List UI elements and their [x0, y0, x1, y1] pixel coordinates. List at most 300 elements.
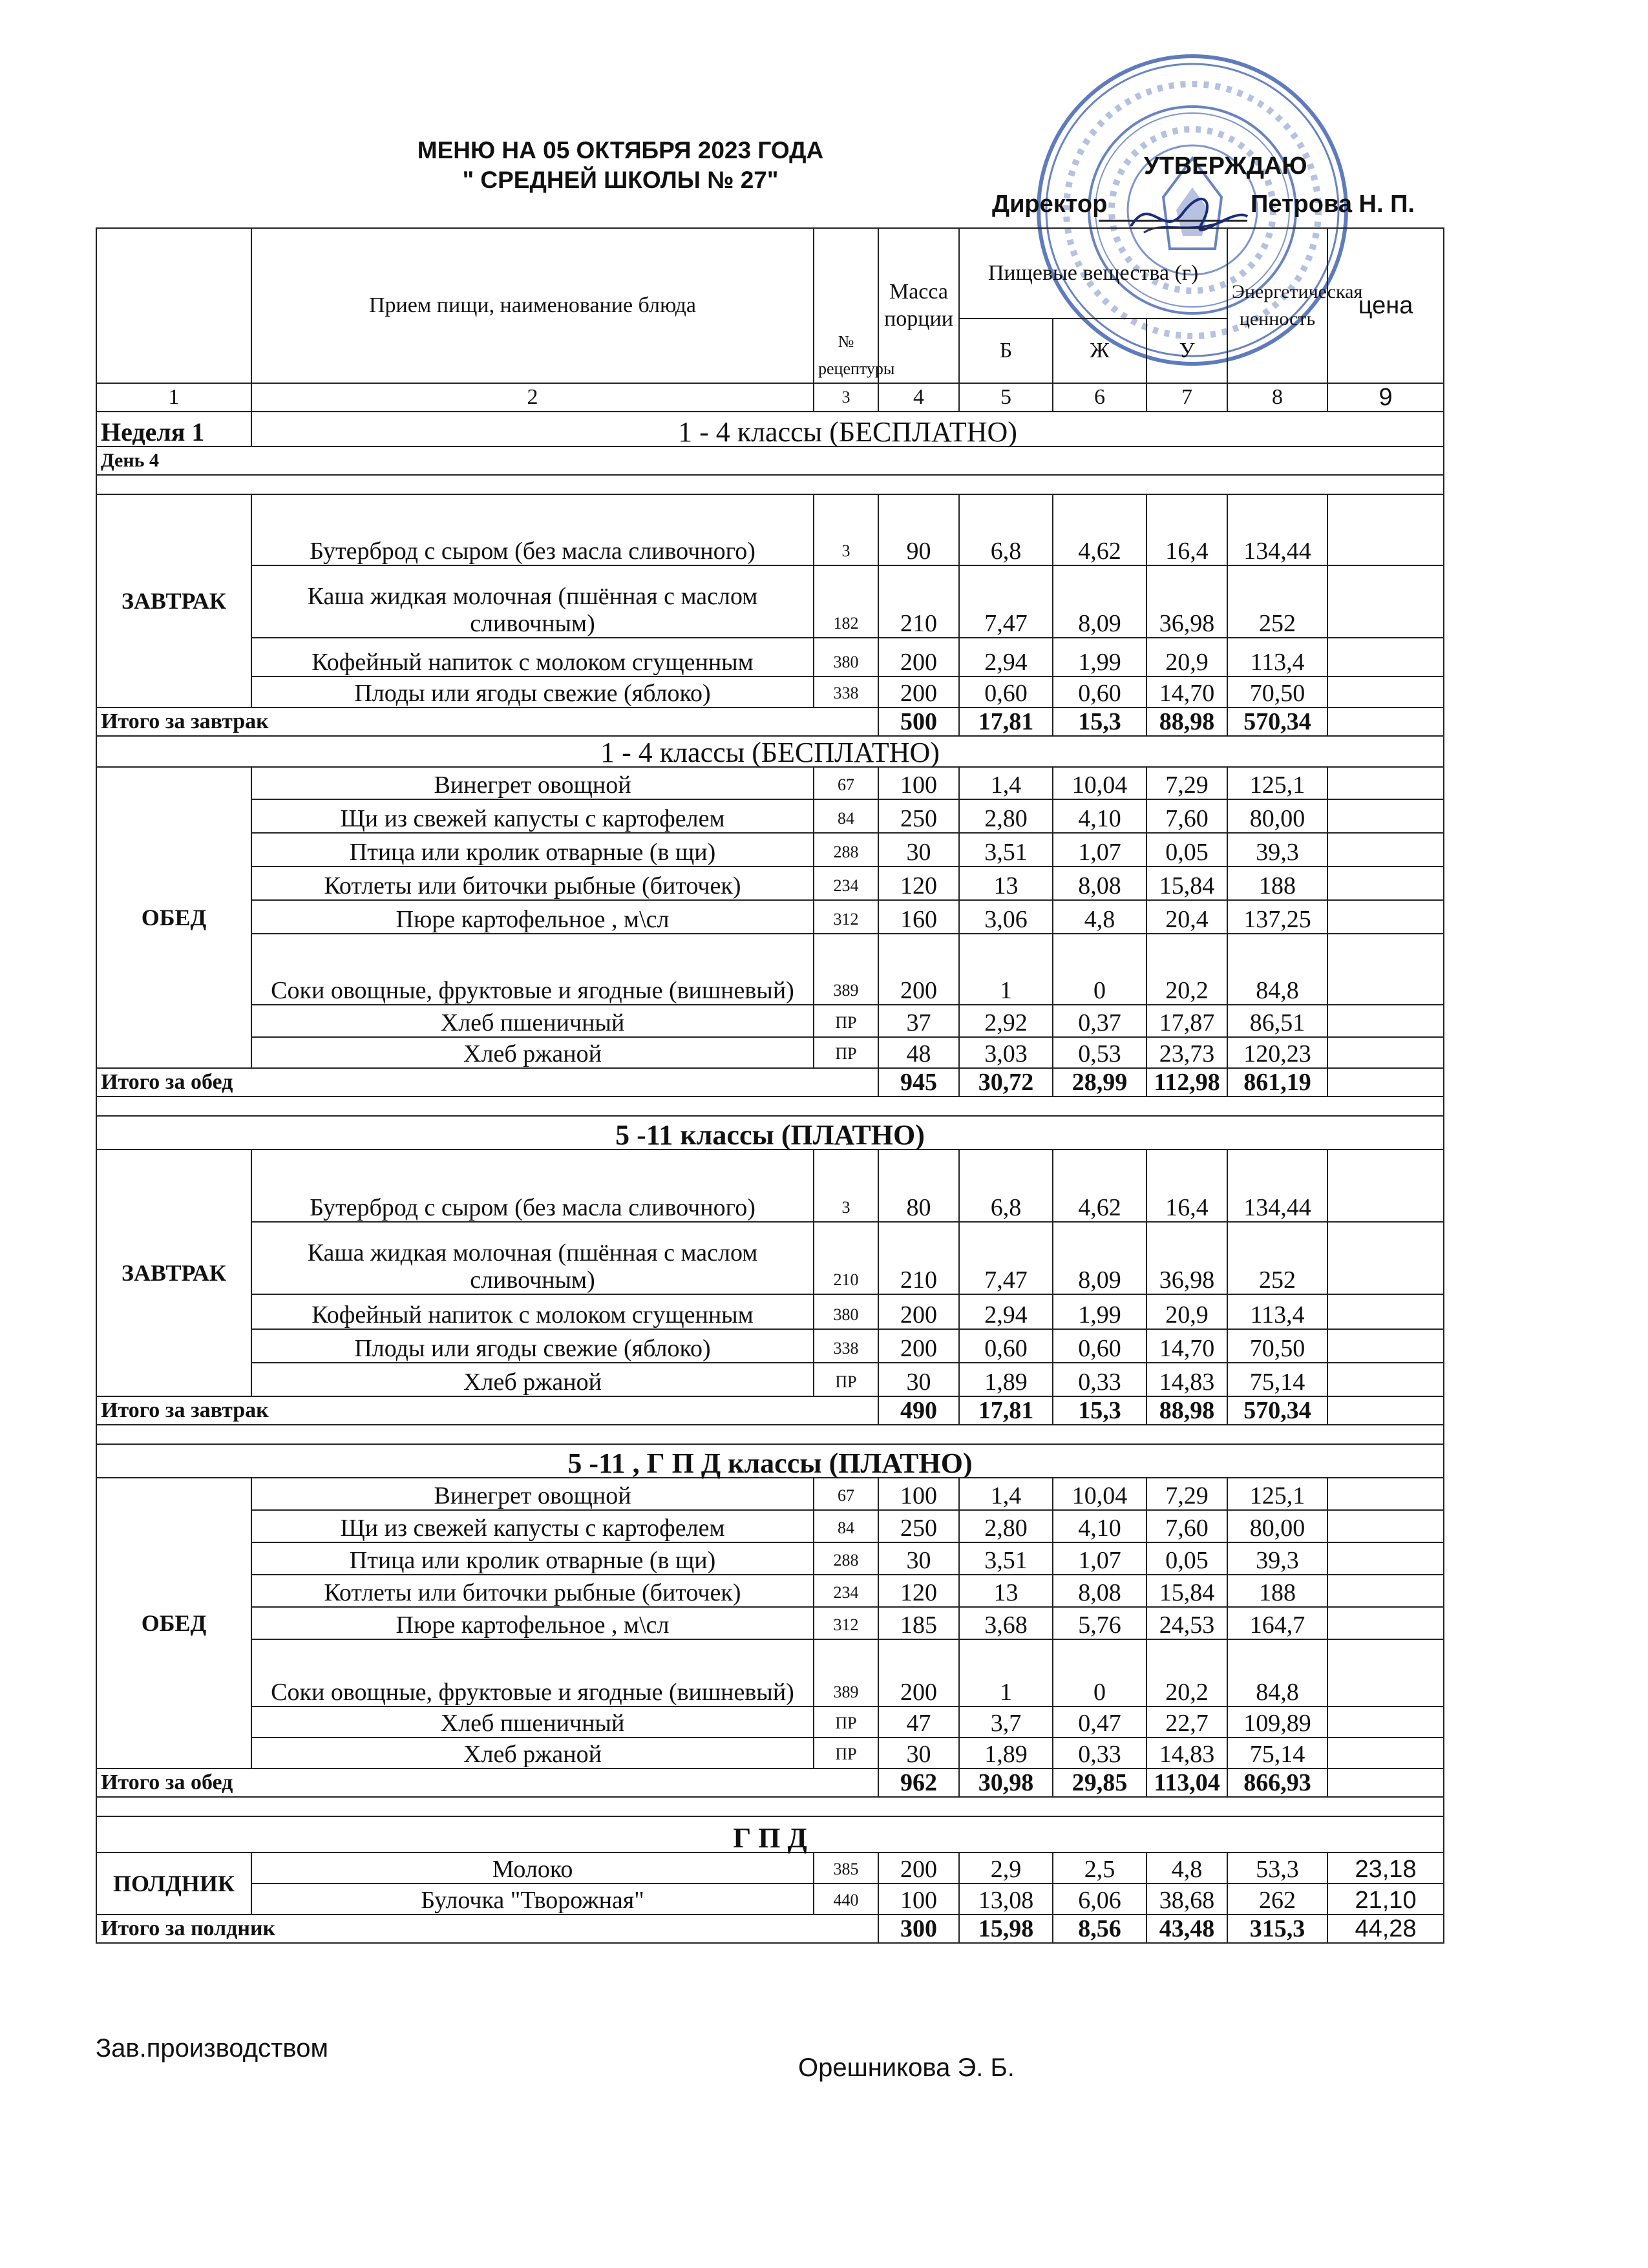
fat-value: 8,08 [1053, 866, 1146, 900]
section-title: 1 - 4 классы (БЕСПЛАТНО) [96, 736, 1444, 767]
total-row [96, 1915, 1444, 1943]
fat-value: 4,62 [1053, 1150, 1146, 1222]
dish-row [96, 866, 1444, 900]
col-num: 8 [1227, 383, 1327, 412]
dish-row [96, 1478, 1444, 1510]
dish-row [96, 1884, 1444, 1915]
total-carbs: 113,04 [1146, 1769, 1227, 1797]
dish-row [96, 677, 1444, 708]
protein-value: 3,51 [959, 1542, 1053, 1575]
protein-value: 13 [959, 1575, 1053, 1607]
protein-value: 1 [959, 1639, 1053, 1706]
carbs-value: 14,70 [1146, 1329, 1227, 1363]
portion-mass: 30 [878, 1738, 959, 1769]
total-fat: 29,85 [1053, 1769, 1146, 1797]
total-carbs: 88,98 [1146, 708, 1227, 736]
total-label: Итого за обед [96, 1068, 878, 1097]
price-value [1327, 1478, 1444, 1510]
energy-value: 80,00 [1227, 1510, 1327, 1542]
portion-mass: 210 [878, 1222, 959, 1294]
dish-name: Плоды или ягоды свежие (яблоко) [251, 1329, 814, 1363]
meal-name: ЗАВТРАК [96, 1150, 251, 1396]
column-number-row [96, 383, 1444, 412]
dish-name: Котлеты или биточки рыбные (биточек) [251, 866, 814, 900]
fat-value: 10,04 [1053, 767, 1146, 799]
protein-value: 0,60 [959, 677, 1053, 708]
fat-value: 0,60 [1053, 677, 1146, 708]
fat-value: 0,33 [1053, 1738, 1146, 1769]
menu-table [96, 227, 1444, 1944]
energy-value: 188 [1227, 1575, 1327, 1607]
carbs-value: 17,87 [1146, 1005, 1227, 1037]
protein-value: 2,94 [959, 1294, 1053, 1329]
recipe-number: 84 [814, 799, 878, 833]
total-price: 44,28 [1327, 1915, 1444, 1943]
price-value [1327, 866, 1444, 900]
recipe-number: ПР [814, 1738, 878, 1769]
total-energy: 866,93 [1227, 1769, 1327, 1797]
carbs-value: 23,73 [1146, 1037, 1227, 1068]
energy-value: 125,1 [1227, 1478, 1327, 1510]
carbs-value: 16,4 [1146, 494, 1227, 565]
recipe-number: ПР [814, 1005, 878, 1037]
production-manager-name: Орешникова Э. Б. [798, 2053, 1015, 2082]
fat-value: 1,99 [1053, 1294, 1146, 1329]
price-value [1327, 799, 1444, 833]
director-name: Петрова Н. П. [1251, 191, 1415, 218]
section-row [96, 736, 1444, 767]
protein-value: 2,9 [959, 1853, 1053, 1884]
total-price [1327, 708, 1444, 736]
portion-mass: 250 [878, 1510, 959, 1542]
recipe-number: 3 [814, 494, 878, 565]
col-num: 5 [959, 383, 1053, 412]
protein-value: 13,08 [959, 1884, 1053, 1915]
portion-mass: 200 [878, 1639, 959, 1706]
protein-value: 3,7 [959, 1706, 1053, 1738]
dish-name: Хлеб ржаной [251, 1363, 814, 1396]
week-label: Неделя 1 [96, 412, 251, 446]
carbs-value: 14,70 [1146, 677, 1227, 708]
dish-name: Котлеты или биточки рыбные (биточек) [251, 1575, 814, 1607]
dish-row [96, 799, 1444, 833]
portion-mass: 120 [878, 1575, 959, 1607]
energy-value: 80,00 [1227, 799, 1327, 833]
energy-value: 70,50 [1227, 1329, 1327, 1363]
fat-value: 10,04 [1053, 1478, 1146, 1510]
carbs-value: 7,60 [1146, 799, 1227, 833]
meal-name: ЗАВТРАК [96, 494, 251, 708]
portion-mass: 80 [878, 1150, 959, 1222]
spacer [96, 475, 1444, 494]
protein-value: 3,68 [959, 1607, 1053, 1639]
carbs-value: 16,4 [1146, 1150, 1227, 1222]
recipe-number: 312 [814, 900, 878, 934]
total-row [96, 708, 1444, 736]
total-price [1327, 1068, 1444, 1097]
price-value [1327, 1607, 1444, 1639]
recipe-number: ПР [814, 1037, 878, 1068]
dish-name: Щи из свежей капусты с картофелем [251, 799, 814, 833]
total-protein: 17,81 [959, 1396, 1053, 1425]
dish-name: Винегрет овощной [251, 767, 814, 799]
protein-value: 1,89 [959, 1363, 1053, 1396]
dish-name: Бутерброд с сыром (без масла сливочного) [251, 494, 814, 565]
carbs-value: 36,98 [1146, 1222, 1227, 1294]
portion-mass: 30 [878, 833, 959, 866]
energy-value: 134,44 [1227, 1150, 1327, 1222]
spacer-row [96, 475, 1444, 494]
recipe-number: 234 [814, 1575, 878, 1607]
total-protein: 30,98 [959, 1769, 1053, 1797]
meal-name: ОБЕД [96, 767, 251, 1068]
protein-value: 2,80 [959, 799, 1053, 833]
header-meal-dish: Прием пищи, наименование блюда [251, 228, 814, 383]
dish-name: Птица или кролик отварные (в щи) [251, 833, 814, 866]
dish-row [96, 1363, 1444, 1396]
section-row [96, 1444, 1444, 1478]
carbs-value: 20,2 [1146, 934, 1227, 1005]
fat-value: 0 [1053, 934, 1146, 1005]
col-num: 7 [1146, 383, 1227, 412]
total-price [1327, 1396, 1444, 1425]
portion-mass: 210 [878, 565, 959, 638]
col-num: 9 [1327, 383, 1444, 412]
dish-row [96, 1706, 1444, 1738]
dish-row [96, 494, 1444, 565]
portion-mass: 100 [878, 1478, 959, 1510]
total-row [96, 1769, 1444, 1797]
carbs-value: 20,2 [1146, 1639, 1227, 1706]
section-title: 5 -11 классы (ПЛАТНО) [96, 1116, 1444, 1150]
recipe-number: 67 [814, 1478, 878, 1510]
price-value [1327, 1150, 1444, 1222]
dish-row [96, 1607, 1444, 1639]
recipe-number: 380 [814, 638, 878, 677]
total-energy: 570,34 [1227, 1396, 1327, 1425]
dish-row [96, 833, 1444, 866]
energy-value: 70,50 [1227, 677, 1327, 708]
total-carbs: 43,48 [1146, 1915, 1227, 1943]
dish-name: Соки овощные, фруктовые и ягодные (вишневый) [251, 934, 814, 1005]
dish-row [96, 1222, 1444, 1294]
price-value [1327, 1738, 1444, 1769]
recipe-number: 380 [814, 1294, 878, 1329]
section-row [96, 1116, 1444, 1150]
price-value [1327, 1294, 1444, 1329]
carbs-value: 38,68 [1146, 1884, 1227, 1915]
meal-name: ОБЕД [96, 1478, 251, 1769]
energy-value: 109,89 [1227, 1706, 1327, 1738]
portion-mass: 200 [878, 677, 959, 708]
price-value [1327, 1542, 1444, 1575]
energy-value: 84,8 [1227, 934, 1327, 1005]
dish-row [96, 1329, 1444, 1363]
price-value [1327, 1329, 1444, 1363]
energy-value: 137,25 [1227, 900, 1327, 934]
recipe-number: 84 [814, 1510, 878, 1542]
section-title: 1 - 4 классы (БЕСПЛАТНО) [251, 412, 1444, 446]
dish-name: Пюре картофельное , м\сл [251, 900, 814, 934]
price-value: 21,10 [1327, 1884, 1444, 1915]
protein-value: 7,47 [959, 565, 1053, 638]
carbs-value: 0,05 [1146, 833, 1227, 866]
price-value: 23,18 [1327, 1853, 1444, 1884]
portion-mass: 200 [878, 1294, 959, 1329]
header-protein: Б [959, 319, 1053, 383]
fat-value: 5,76 [1053, 1607, 1146, 1639]
fat-value: 0,60 [1053, 1329, 1146, 1363]
price-value [1327, 900, 1444, 934]
energy-value: 86,51 [1227, 1005, 1327, 1037]
meal-name: ПОЛДНИК [96, 1853, 251, 1915]
total-fat: 15,3 [1053, 1396, 1146, 1425]
recipe-number: ПР [814, 1363, 878, 1396]
fat-value: 0,37 [1053, 1005, 1146, 1037]
energy-value: 113,4 [1227, 638, 1327, 677]
approve-label: УТВЕРЖДАЮ [1144, 152, 1307, 180]
total-price [1327, 1769, 1444, 1797]
fat-value: 1,07 [1053, 1542, 1146, 1575]
dish-name: Кофейный напиток с молоком сгущенным [251, 638, 814, 677]
carbs-value: 15,84 [1146, 866, 1227, 900]
fat-value: 1,99 [1053, 638, 1146, 677]
carbs-value: 14,83 [1146, 1738, 1227, 1769]
col-num: 3 [814, 383, 878, 412]
recipe-number: 3 [814, 1150, 878, 1222]
dish-name: Каша жидкая молочная (пшённая с маслом сливочным) [251, 1222, 814, 1294]
total-label: Итого за обед [96, 1769, 878, 1797]
portion-mass: 100 [878, 767, 959, 799]
protein-value: 7,47 [959, 1222, 1053, 1294]
price-value [1327, 565, 1444, 638]
portion-mass: 160 [878, 900, 959, 934]
total-carbs: 112,98 [1146, 1068, 1227, 1097]
protein-value: 3,51 [959, 833, 1053, 866]
portion-mass: 100 [878, 1884, 959, 1915]
dish-name: Кофейный напиток с молоком сгущенным [251, 1294, 814, 1329]
energy-value: 252 [1227, 565, 1327, 638]
dish-name: Плоды или ягоды свежие (яблоко) [251, 677, 814, 708]
total-label: Итого за завтрак [96, 1396, 878, 1425]
carbs-value: 20,9 [1146, 638, 1227, 677]
portion-mass: 30 [878, 1542, 959, 1575]
dish-row [96, 1738, 1444, 1769]
portion-mass: 200 [878, 1329, 959, 1363]
carbs-value: 20,4 [1146, 900, 1227, 934]
fat-value: 4,8 [1053, 900, 1146, 934]
recipe-number: 234 [814, 866, 878, 900]
spacer-row [96, 1797, 1444, 1816]
dish-name: Каша жидкая молочная (пшённая с маслом сливочным) [251, 565, 814, 638]
fat-value: 0 [1053, 1639, 1146, 1706]
total-mass: 945 [878, 1068, 959, 1097]
dish-row [96, 1150, 1444, 1222]
dish-row [96, 1853, 1444, 1884]
price-value [1327, 934, 1444, 1005]
spacer [96, 1097, 1444, 1116]
portion-mass: 185 [878, 1607, 959, 1639]
day-label: День 4 [96, 446, 1444, 475]
dish-name: Хлеб ржаной [251, 1738, 814, 1769]
fat-value: 4,10 [1053, 1510, 1146, 1542]
protein-value: 6,8 [959, 1150, 1053, 1222]
protein-value: 2,92 [959, 1005, 1053, 1037]
price-value [1327, 1639, 1444, 1706]
price-value [1327, 494, 1444, 565]
fat-value: 0,47 [1053, 1706, 1146, 1738]
dish-name: Булочка "Творожная" [251, 1884, 814, 1915]
portion-mass: 90 [878, 494, 959, 565]
energy-value: 188 [1227, 866, 1327, 900]
portion-mass: 250 [878, 799, 959, 833]
energy-value: 84,8 [1227, 1639, 1327, 1706]
header-fat: Ж [1053, 319, 1146, 383]
energy-value: 75,14 [1227, 1363, 1327, 1396]
title-line-2: " СРЕДНЕЙ ШКОЛЫ № 27" [462, 167, 779, 193]
col-num: 1 [96, 383, 251, 412]
dish-row [96, 1037, 1444, 1068]
price-value [1327, 1037, 1444, 1068]
dish-name: Соки овощные, фруктовые и ягодные (вишневый) [251, 1639, 814, 1706]
protein-value: 1,4 [959, 767, 1053, 799]
carbs-value: 0,05 [1146, 1542, 1227, 1575]
title-line-1: МЕНЮ НА 05 ОКТЯБРЯ 2023 ГОДА [417, 137, 824, 163]
portion-mass: 200 [878, 638, 959, 677]
dish-row [96, 1575, 1444, 1607]
total-protein: 30,72 [959, 1068, 1053, 1097]
dish-name: Щи из свежей капусты с картофелем [251, 1510, 814, 1542]
section-row [96, 1816, 1444, 1853]
energy-value: 75,14 [1227, 1738, 1327, 1769]
portion-mass: 200 [878, 934, 959, 1005]
price-value [1327, 1363, 1444, 1396]
spacer [96, 1425, 1444, 1444]
spacer-row [96, 1425, 1444, 1444]
price-value [1327, 1575, 1444, 1607]
day-row [96, 446, 1444, 475]
total-protein: 17,81 [959, 708, 1053, 736]
portion-mass: 120 [878, 866, 959, 900]
energy-value: 252 [1227, 1222, 1327, 1294]
header-recipe: № рецептуры [814, 228, 878, 383]
dish-row [96, 1542, 1444, 1575]
fat-value: 1,07 [1053, 833, 1146, 866]
col-num: 6 [1053, 383, 1146, 412]
dish-row [96, 1510, 1444, 1542]
dish-row [96, 767, 1444, 799]
carbs-value: 7,60 [1146, 1510, 1227, 1542]
total-mass: 300 [878, 1915, 959, 1943]
header-mass: Масса порции [878, 228, 959, 383]
carbs-value: 15,84 [1146, 1575, 1227, 1607]
header-blank [96, 228, 251, 383]
portion-mass: 37 [878, 1005, 959, 1037]
director-label: Директор [992, 191, 1108, 218]
recipe-number: 67 [814, 767, 878, 799]
dish-name: Хлеб пшеничный [251, 1005, 814, 1037]
price-value [1327, 833, 1444, 866]
protein-value: 1 [959, 934, 1053, 1005]
energy-value: 134,44 [1227, 494, 1327, 565]
total-row [96, 1068, 1444, 1097]
dish-name: Винегрет овощной [251, 1478, 814, 1510]
protein-value: 6,8 [959, 494, 1053, 565]
recipe-number: 389 [814, 1639, 878, 1706]
energy-value: 262 [1227, 1884, 1327, 1915]
total-energy: 861,19 [1227, 1068, 1327, 1097]
fat-value: 8,09 [1053, 565, 1146, 638]
recipe-number: 389 [814, 934, 878, 1005]
header-price: цена [1327, 228, 1444, 383]
dish-name: Хлеб пшеничный [251, 1706, 814, 1738]
energy-value: 164,7 [1227, 1607, 1327, 1639]
recipe-number: 338 [814, 677, 878, 708]
recipe-number: 312 [814, 1607, 878, 1639]
dish-name: Бутерброд с сыром (без масла сливочного) [251, 1150, 814, 1222]
col-num: 2 [251, 383, 814, 412]
carbs-value: 22,7 [1146, 1706, 1227, 1738]
fat-value: 0,33 [1053, 1363, 1146, 1396]
protein-value: 2,94 [959, 638, 1053, 677]
table-header-row [96, 228, 1444, 319]
recipe-number: ПР [814, 1706, 878, 1738]
carbs-value: 20,9 [1146, 1294, 1227, 1329]
energy-value: 113,4 [1227, 1294, 1327, 1329]
section-title: Г П Д [96, 1816, 1444, 1853]
total-protein: 15,98 [959, 1915, 1053, 1943]
carbs-value: 24,53 [1146, 1607, 1227, 1639]
fat-value: 0,53 [1053, 1037, 1146, 1068]
total-mass: 500 [878, 708, 959, 736]
fat-value: 4,10 [1053, 799, 1146, 833]
dish-row [96, 638, 1444, 677]
price-value [1327, 1706, 1444, 1738]
fat-value: 2,5 [1053, 1853, 1146, 1884]
price-value [1327, 767, 1444, 799]
dish-row [96, 1005, 1444, 1037]
carbs-value: 4,8 [1146, 1853, 1227, 1884]
energy-value: 125,1 [1227, 767, 1327, 799]
total-mass: 490 [878, 1396, 959, 1425]
total-fat: 15,3 [1053, 708, 1146, 736]
price-value [1327, 677, 1444, 708]
header-nutrients: Пищевые вещества (г) [959, 228, 1227, 319]
spacer-row [96, 1097, 1444, 1116]
portion-mass: 30 [878, 1363, 959, 1396]
section-title: 5 -11 , Г П Д классы (ПЛАТНО) [96, 1444, 1444, 1478]
portion-mass: 47 [878, 1706, 959, 1738]
dish-name: Пюре картофельное , м\сл [251, 1607, 814, 1639]
fat-value: 8,09 [1053, 1222, 1146, 1294]
recipe-number: 440 [814, 1884, 878, 1915]
protein-value: 0,60 [959, 1329, 1053, 1363]
header-energy: Энергетическая ценность [1227, 228, 1327, 383]
energy-value: 53,3 [1227, 1853, 1327, 1884]
protein-value: 2,80 [959, 1510, 1053, 1542]
protein-value: 13 [959, 866, 1053, 900]
fat-value: 8,08 [1053, 1575, 1146, 1607]
fat-value: 6,06 [1053, 1884, 1146, 1915]
protein-value: 1,4 [959, 1478, 1053, 1510]
energy-value: 39,3 [1227, 1542, 1327, 1575]
dish-name: Хлеб ржаной [251, 1037, 814, 1068]
total-fat: 8,56 [1053, 1915, 1146, 1943]
dish-row [96, 934, 1444, 1005]
protein-value: 3,03 [959, 1037, 1053, 1068]
portion-mass: 200 [878, 1853, 959, 1884]
dish-row [96, 1639, 1444, 1706]
